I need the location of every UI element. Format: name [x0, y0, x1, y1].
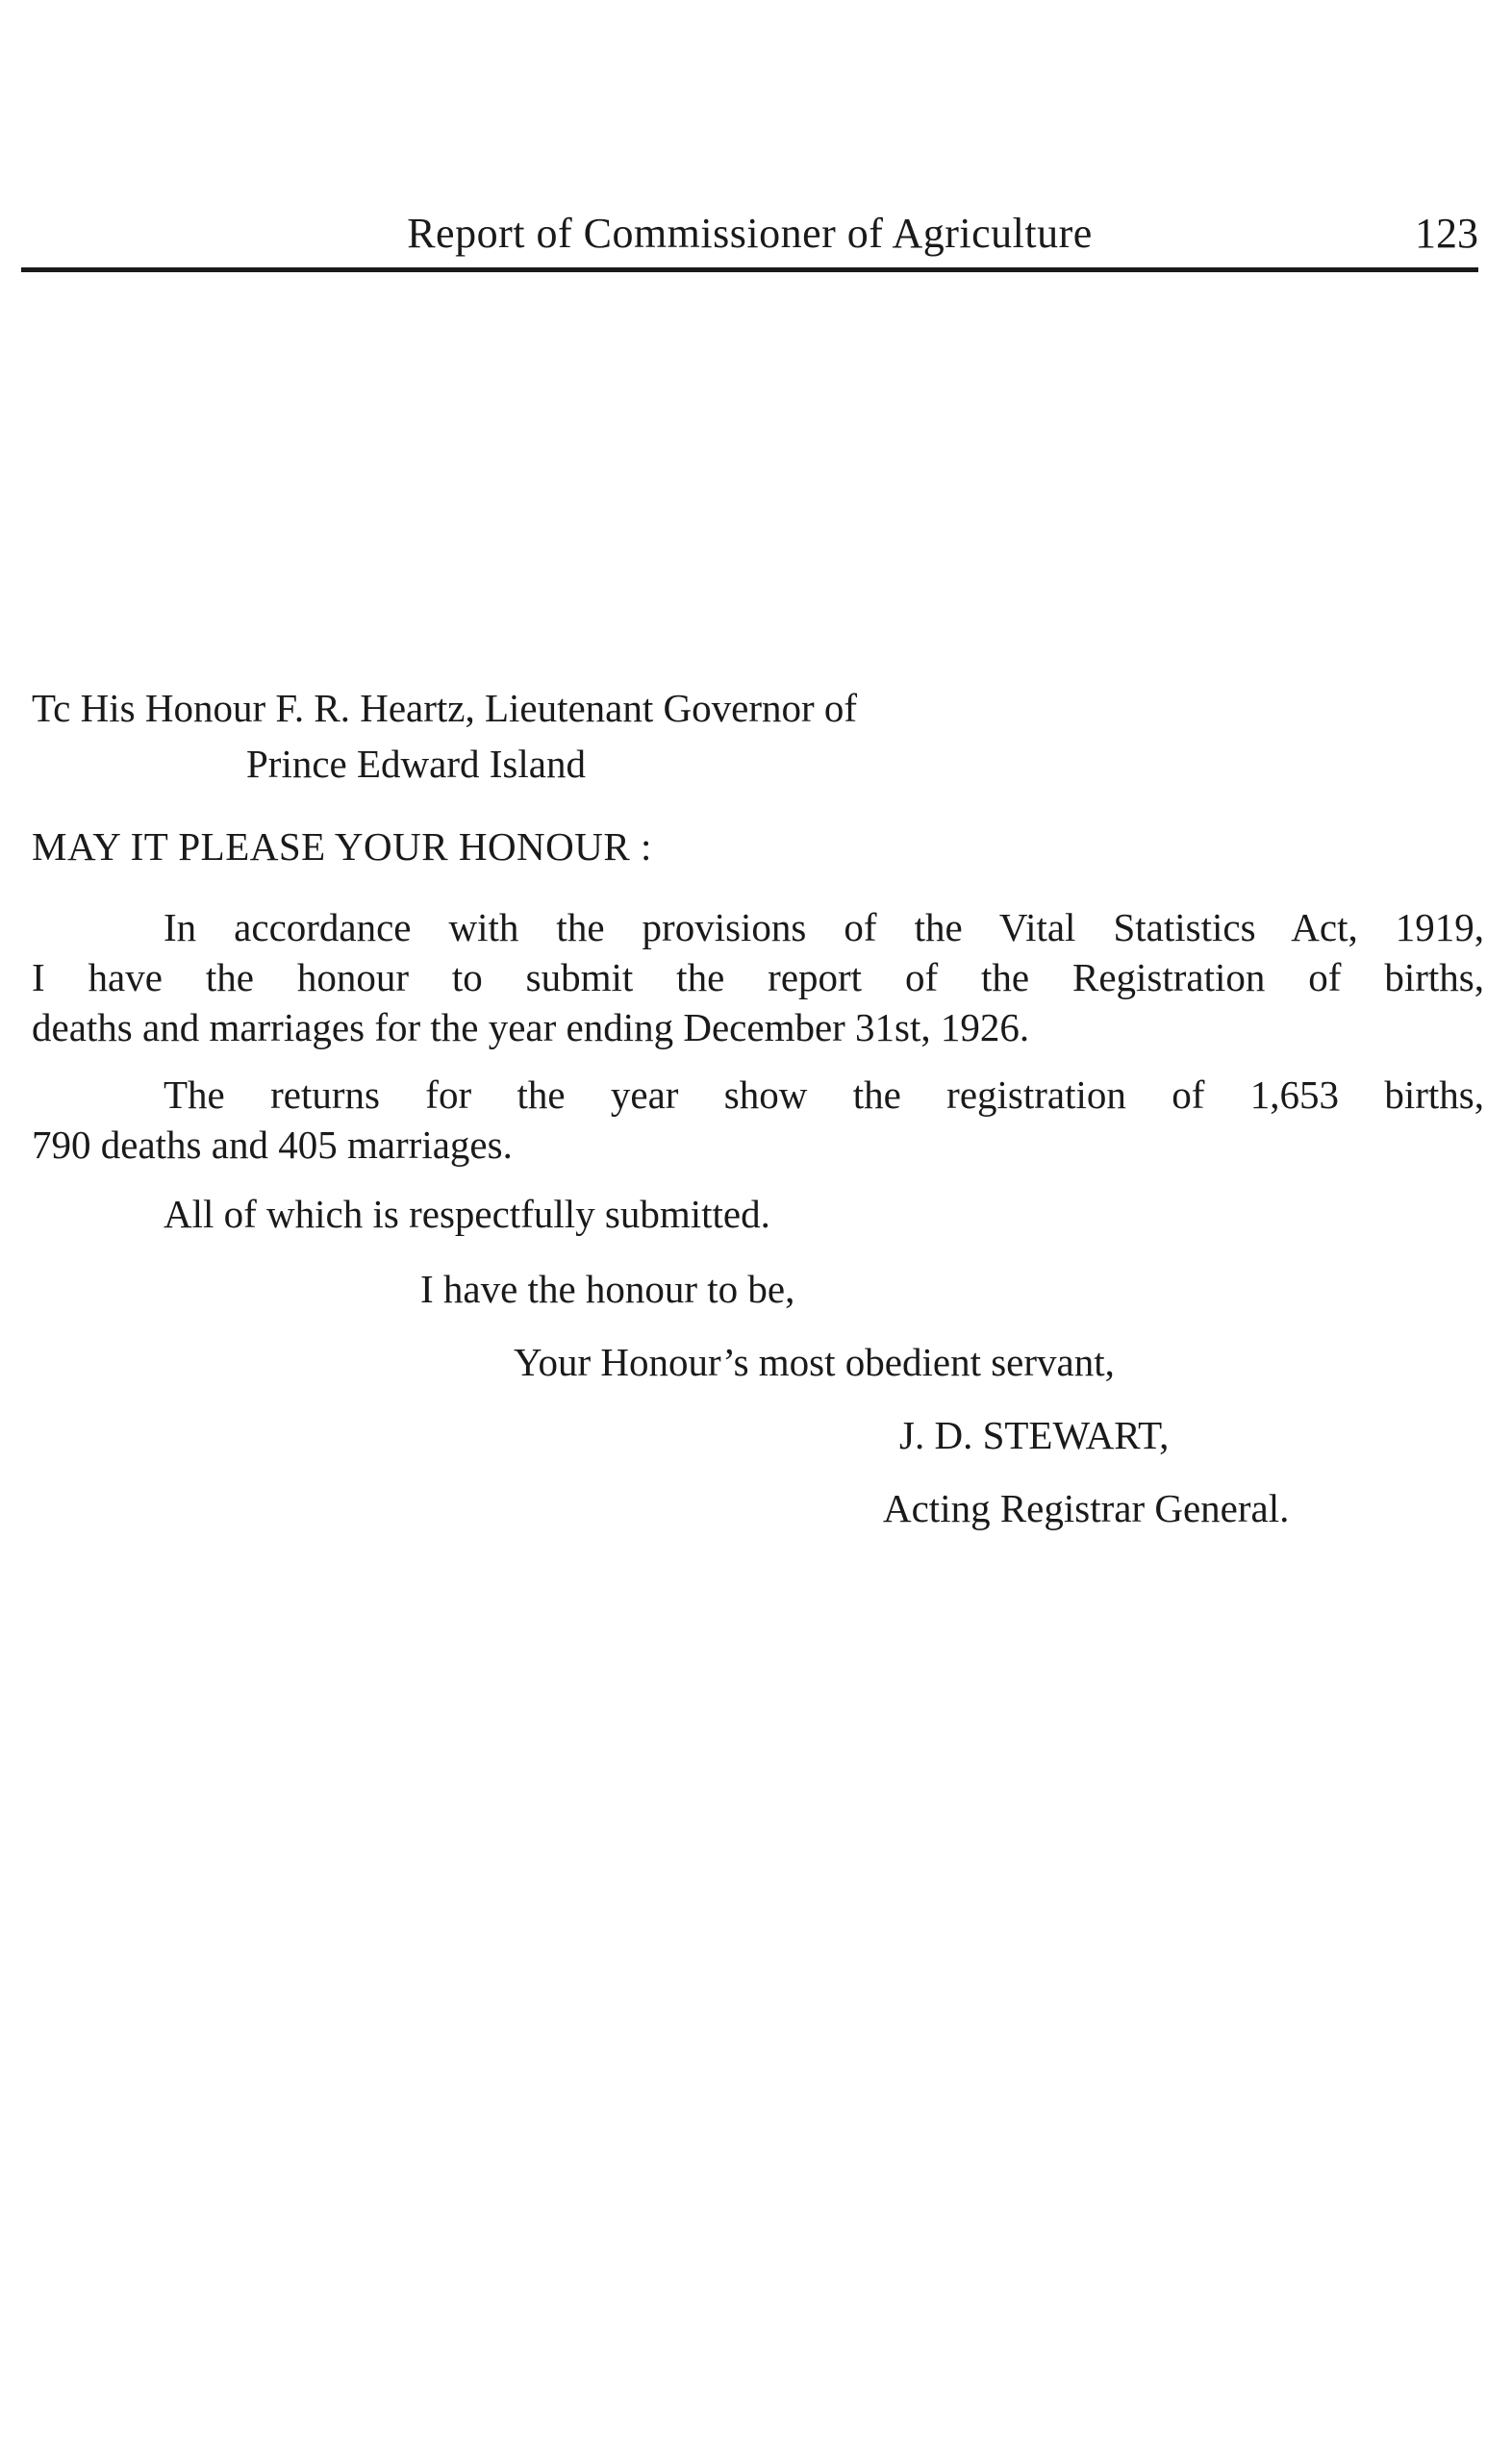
obedient-servant: Your Honour’s most obedient servant,	[514, 1340, 1115, 1384]
honour-line: I have the honour to be,	[420, 1267, 795, 1311]
page-number: 123	[1415, 210, 1478, 257]
paragraph-2-line-1: The returns for the year show the registration of 1,653 births,	[164, 1072, 1484, 1117]
signatory-title: Acting Registrar General.	[883, 1486, 1290, 1530]
address-line-2: Prince Edward Island	[246, 742, 586, 786]
paragraph-1-line-1: In accordance with the provisions of the Vital Statistics Act, 1919,	[164, 905, 1484, 949]
paragraph-1-line-3: deaths and marriages for the year ending December 31st, 1926.	[32, 1005, 1030, 1049]
paragraph-1-line-2: I have the honour to submit the report of the Registration of births,	[32, 955, 1484, 999]
respectfully-submitted: All of which is respectfully submitted.	[164, 1192, 770, 1236]
header-rule	[21, 267, 1478, 272]
running-title: Report of Commissioner of Agriculture	[407, 210, 1093, 257]
address-line-1: Tc His Honour F. R. Heartz, Lieutenant Governor of	[32, 686, 858, 730]
signatory-name: J. D. STEWART,	[899, 1413, 1170, 1457]
running-header	[21, 202, 1478, 265]
paragraph-2-line-2: 790 deaths and 405 marriages.	[32, 1123, 513, 1167]
salutation: MAY IT PLEASE YOUR HONOUR :	[32, 824, 652, 869]
